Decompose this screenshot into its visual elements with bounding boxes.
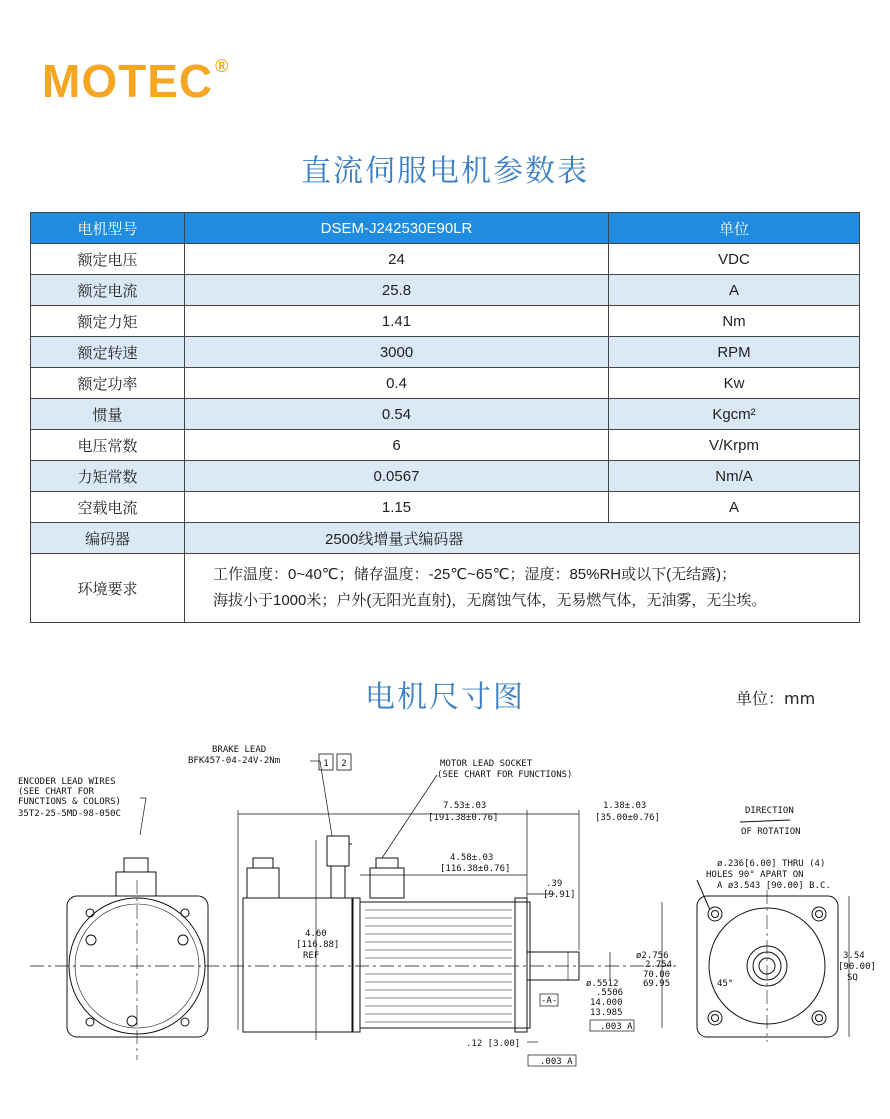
dim-ref-in: 4.60	[305, 929, 327, 939]
brake-lead-part: BFK457-04-24V-2Nm	[188, 756, 281, 766]
environment-row	[31, 554, 860, 623]
dim-step: .12 [3.00]	[466, 1039, 521, 1049]
row-value: 0.54	[185, 399, 609, 430]
brake-lead-label: BRAKE LEAD	[212, 745, 267, 755]
motec-logo: MOTEC ®	[42, 55, 230, 107]
row-value: 0.0567	[185, 461, 609, 492]
dim-socket-in: 4.58±.03	[450, 853, 494, 863]
row-value: 1.15	[185, 492, 609, 523]
holes-note: HOLES 90° APART ON	[706, 870, 804, 880]
dim-shaft-mm: [35.00±0.76]	[595, 813, 661, 823]
motor-lead-label: MOTOR LEAD SOCKET	[440, 759, 533, 769]
dim-shaft-dia-min: .5506	[596, 988, 624, 998]
row-unit: Kw	[609, 368, 860, 399]
row-unit: A	[609, 492, 860, 523]
row-value: 1.41	[185, 306, 609, 337]
row-value: 6	[185, 430, 609, 461]
row-value: 3000	[185, 337, 609, 368]
encoder-end-view	[67, 858, 208, 1060]
table-row	[31, 399, 860, 430]
environment-line-1: 工作温度：0~40℃；储存温度：-25℃~65℃；湿度：85%RH或以下(无结露)；	[213, 566, 737, 583]
header-label: 电机型号	[31, 213, 185, 244]
row-unit: Kgcm²	[609, 399, 860, 430]
row-label: 空载电流	[31, 492, 185, 523]
connector-1: 1	[323, 759, 329, 769]
row-unit: VDC	[609, 244, 860, 275]
dim-shaft-dia-max: ø.5512	[586, 979, 619, 989]
tolerance-perpendicular: .003 A	[540, 1057, 573, 1067]
table-row	[31, 368, 860, 399]
table-row	[31, 337, 860, 368]
encoder-lead-part: 35T2-25-5MD-98-050C	[18, 809, 121, 819]
row-value: 25.8	[185, 275, 609, 306]
header-unit: 单位	[609, 213, 860, 244]
dim-shaft-in: 1.38±.03	[603, 801, 647, 811]
direction-label: DIRECTION	[745, 806, 794, 816]
drawing-title: 电机尺寸图	[365, 680, 525, 715]
row-label: 力矩常数	[31, 461, 185, 492]
motor-side-view	[243, 836, 579, 1032]
row-unit: A	[609, 275, 860, 306]
angle-label: 45°	[717, 979, 734, 989]
encoder-row	[31, 523, 860, 554]
row-label: 额定力矩	[31, 306, 185, 337]
encoder-lead-label: ENCODER LEAD WIRES	[18, 777, 116, 787]
table-row	[31, 461, 860, 492]
row-unit: Nm	[609, 306, 860, 337]
dim-pilot-mm-max: 70.00	[643, 970, 671, 980]
row-unit: V/Krpm	[609, 430, 860, 461]
header-value: DSEM-J242530E90LR	[185, 213, 609, 244]
page-title: 直流伺服电机参数表	[301, 154, 589, 189]
dim-ref-label: REF	[303, 951, 320, 961]
table-row	[31, 244, 860, 275]
dim-flange-mm: [9.91]	[543, 890, 576, 900]
flange-size-mm: [90.00]	[838, 962, 876, 972]
row-label: 额定功率	[31, 368, 185, 399]
rotation-label: OF ROTATION	[741, 827, 801, 837]
dim-pilot-mm-min: 69.95	[643, 979, 671, 989]
dim-shaft-dia-mm-max: 14.000	[590, 998, 623, 1008]
table-header-row	[31, 213, 860, 244]
environment-label: 环境要求	[31, 554, 185, 623]
row-label: 额定电压	[31, 244, 185, 275]
encoder-value: 2500线增量式编码器	[185, 523, 860, 554]
datum-a: -A-	[541, 996, 558, 1006]
row-unit: RPM	[609, 337, 860, 368]
holes-bc: A ø3.543 [90.00] B.C.	[717, 881, 831, 891]
dimension-drawing	[0, 730, 890, 1115]
table-row	[31, 306, 860, 337]
flange-size-in: 3.54	[843, 951, 865, 961]
encoder-label: 编码器	[31, 523, 185, 554]
row-label: 惯量	[31, 399, 185, 430]
dim-ref-mm: [116.88]	[296, 940, 340, 950]
encoder-lead-note: (SEE CHART FOR	[18, 787, 94, 797]
motor-lead-note: (SEE CHART FOR FUNCTIONS)	[437, 770, 573, 780]
row-unit: Nm/A	[609, 461, 860, 492]
row-value: 0.4	[185, 368, 609, 399]
dim-length-in: 7.53±.03	[443, 801, 487, 811]
dim-socket-mm: [116.38±0.76]	[440, 864, 511, 874]
dim-pilot-in-max: ø2.756	[636, 951, 669, 961]
dim-flange-in: .39	[546, 879, 563, 889]
connector-2: 2	[341, 759, 347, 769]
table-row	[31, 430, 860, 461]
row-label: 额定电流	[31, 275, 185, 306]
row-label: 电压常数	[31, 430, 185, 461]
environment-value	[185, 554, 860, 623]
encoder-lead-note-2: FUNCTIONS & COLORS)	[18, 797, 121, 807]
row-label: 额定转速	[31, 337, 185, 368]
drawing-unit: 单位：mm	[736, 689, 816, 708]
flange-size-sq: SQ	[847, 973, 858, 983]
spec-table	[30, 212, 860, 623]
dim-pilot-in-min: 2.754	[645, 960, 673, 970]
tolerance-runout: .003 A	[600, 1022, 633, 1032]
table-row	[31, 492, 860, 523]
environment-line-2: 海拔小于1000米；户外(无阳光直射)，无腐蚀气体，无易燃气体，无油雾，无尘埃。	[213, 592, 767, 609]
holes-label: ø.236[6.00] THRU (4)	[717, 859, 826, 869]
table-row	[31, 275, 860, 306]
dim-length-mm: [191.38±0.76]	[428, 813, 499, 823]
row-value: 24	[185, 244, 609, 275]
flange-end-view	[697, 820, 838, 1042]
dim-shaft-dia-mm-min: 13.985	[590, 1008, 623, 1018]
